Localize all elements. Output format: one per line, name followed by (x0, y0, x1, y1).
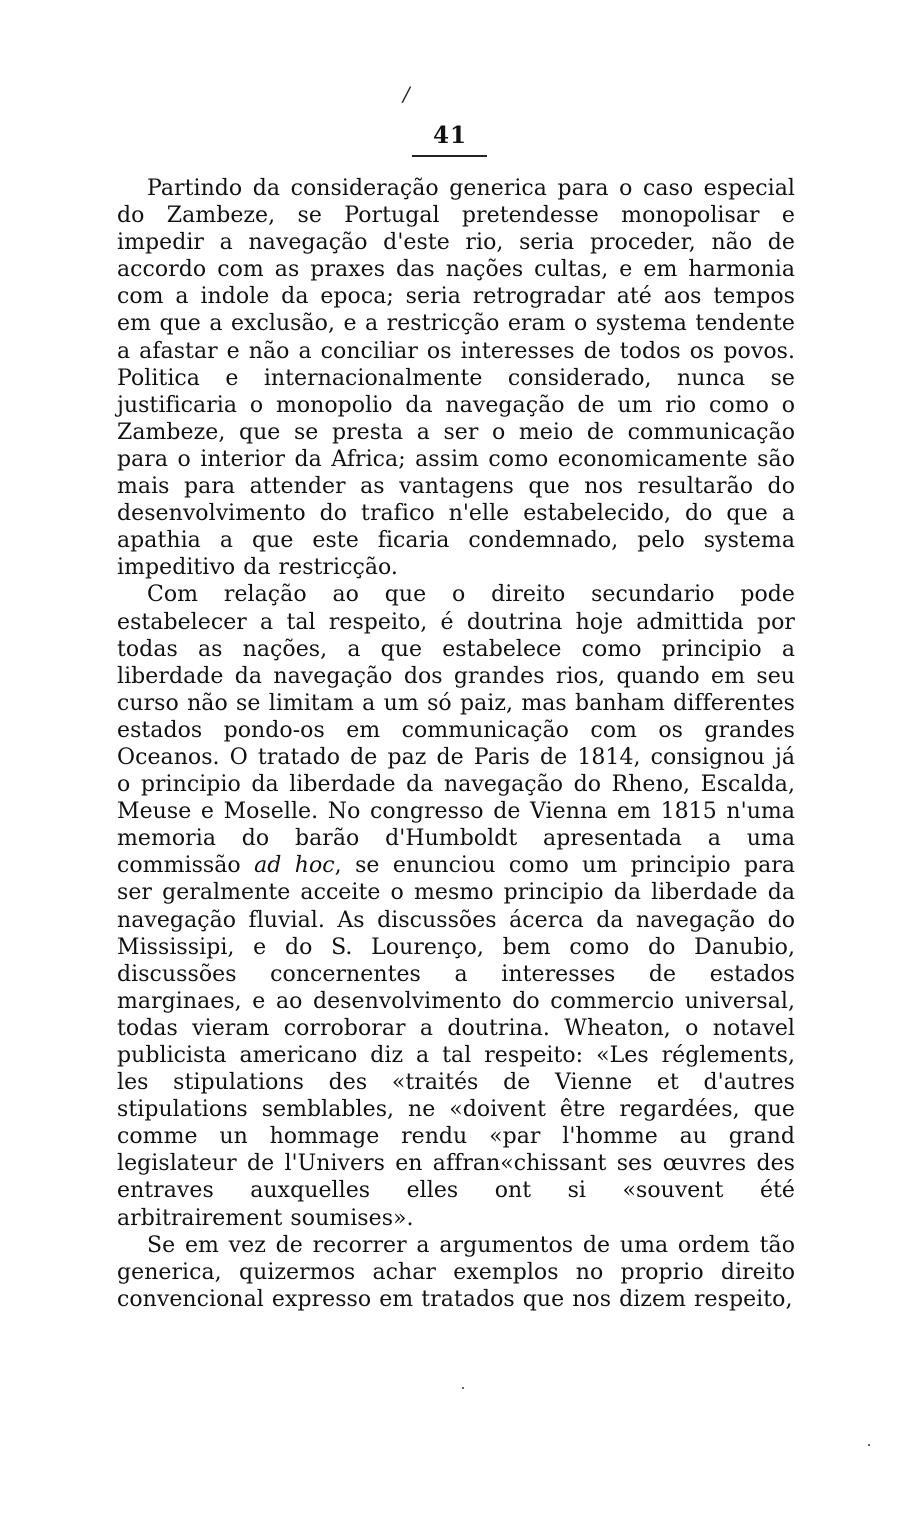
paragraph-zambeze-navigation: Partindo da consideração generica para o caso especial do Zambeze, se Portugal pretendesse monopolisar e impedir a navegação d'este rio, seria proceder, não de accordo com as praxes das nações cultas, e em harmonia com a indole da epoca; seria retrogradar até aos tempos em que a exclusão, e a restricção eram o systema tendente a afastar e não a conciliar os interesses de todos os povos. Politica e internacionalmente considerado, nunca se justificaria o monopolio da navegação de um rio como o Zambeze, que se presta a ser o meio de communicação para o interior da Africa; assim como economicamente são mais para attender as vantagens que nos resultarão do desenvolvimento do trafico n'elle estabelecido, do que a apathia a que este ficaria condemnado, pelo systema impeditivo da restricção. (117, 176, 795, 581)
page-number-underline (412, 155, 487, 157)
page-number: 41 (432, 122, 467, 149)
stray-ink-mark: / (403, 82, 410, 106)
paragraph-text: Com relação ao que o direito secundario pode estabelecer a tal respeito, é doutrina hoje admittida por todas as nações, a que estabelece como principio a liberdade da navegação dos grandes rios, quando em seu curso não se limitam a um só paiz, mas banham differentes estados pondo-os em communicação com os grandes Oceanos. O tratado de paz de Paris de 1814, consignou já o principio da liberdade da navegação do Rheno, Escalda, Meuse e Moselle. No congresso de Vienna em 1815 n'uma memoria do barão d'Humboldt apresentada a uma commissão (117, 582, 795, 879)
paper-speck (462, 1387, 464, 1389)
paragraph-text: , se enunciou como um principio para ser geralmente acceite o mesmo principio da liberdade da navegação fluvial. As discussões ácerca da navegação do Mississipi, e do S. Lourenço, bem como do Danubio, discussões concernentes a interesses de estados marginaes, e ao desenvolvimento do commercio universal, todas vieram corroborar a doutrina. Wheaton, o notavel publicista americano diz a tal respeito: «Les réglements, les stipulations des «traités de Vienne et d'autres stipulations semblables, ne «doivent être regardées, que comme un hommage rendu «par l'homme au grand legislateur de l'Univers en affran«chissant ses œuvres des entraves auxquelles elles ont si «souvent été arbitrairement soumises». (117, 853, 796, 1231)
paragraph-river-navigation-doctrine (117, 581, 795, 1231)
paper-speck (868, 1444, 870, 1446)
italic-ad-hoc: ad hoc (254, 853, 335, 879)
paragraph-conventional-law: Se em vez de recorrer a argumentos de uma ordem tão generica, quizermos achar exemplos no proprio direito convencional expresso em tratados que nos dizem respeito, (117, 1232, 795, 1312)
body-text (117, 175, 795, 1313)
